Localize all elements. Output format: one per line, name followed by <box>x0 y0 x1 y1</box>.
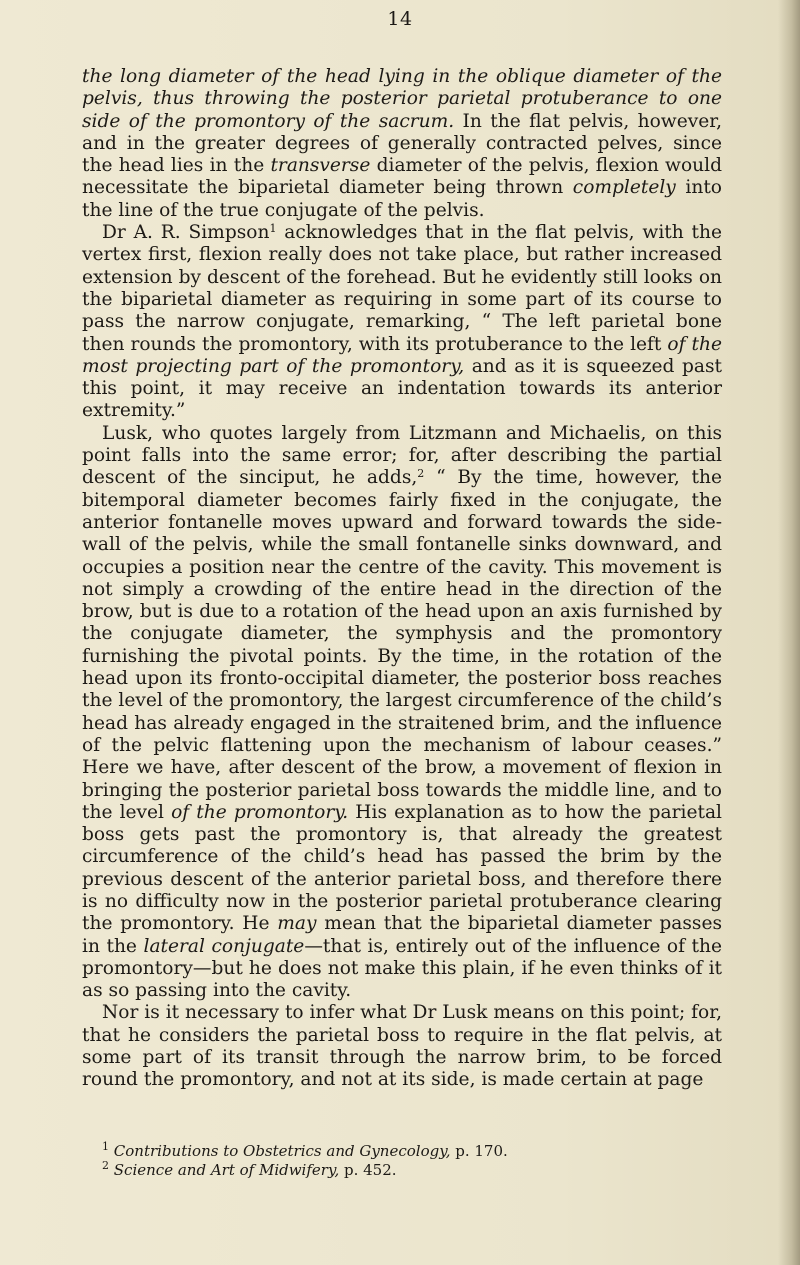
italic-text: completely <box>572 177 676 199</box>
italic-text: the long diameter of the head lying in the oblique diameter of the pelvis, thus throwing the posterior parietal protuberance to one side of the promontory of the sacrum. <box>82 66 722 132</box>
footnote <box>82 1161 722 1180</box>
page-number: 14 <box>387 8 413 30</box>
text-run: —that is, entirely out of the influence of the promontory—but he does not make this plain, if he even thinks of it as so passing into the cavity. <box>82 935 722 1002</box>
text-run: Dr A. R. Simpson <box>102 222 270 244</box>
text-run: Lusk, who quotes largely from Litzmann and Michaelis, on this point falls into the same error; for, after describing the partial descent of the sinciput, he adds, <box>82 422 722 489</box>
text-run: into the line of the true conjugate of the pelvis. <box>82 177 723 221</box>
footnotes <box>82 1142 722 1180</box>
text-run: diameter of the pelvis, flexion would necessitate the biparietal diameter being thrown <box>82 155 722 199</box>
footnote-ref: 1 <box>269 222 277 236</box>
italic-text: lateral conjugate <box>143 935 305 957</box>
italic-text: Contributions to Obstetrics and Gynecology, <box>113 1142 451 1160</box>
paragraph <box>82 423 722 1003</box>
text-run: Nor is it necessary to infer what Dr Lusk means on this point; for, that he considers the parietal boss to require in the flat pelvis, at some part of its transit through the narrow brim, to be forced round the promontory, and not at its side, is made certain at page <box>82 1002 722 1091</box>
italic-text: of the promontory. <box>171 801 349 823</box>
text-run: and as it is squeezed past this point, it may receive an indentation towards its anterior extremity.” <box>82 355 722 422</box>
footnote <box>82 1142 722 1161</box>
italic-text: of the most projecting part of the promontory, <box>82 333 722 377</box>
body-text <box>82 66 722 1092</box>
paragraph <box>82 222 722 423</box>
text-run: acknowledges that in the flat pelvis, with the vertex first, flexion really does not take place, but rather increased extension by descent of the forehead. But he evidently still looks on the biparietal diameter as requiring in some part of its course to pass the narrow conjugate, remarking, “ The left parietal bone then rounds the promontory, with its protuberance to the left <box>82 222 722 355</box>
footnote-marker: 1 <box>102 1140 109 1153</box>
text-run: In the flat pelvis, however, and in the greater degrees of generally contracted pelves, since the head lies in the <box>82 110 722 177</box>
italic-text: Science and Art of Midwifery, <box>113 1161 340 1179</box>
page-edge-shadow <box>778 0 800 1265</box>
italic-text: transverse <box>270 155 371 177</box>
text-run: “ By the time, however, the bitemporal diameter becomes fairly fixed in the conjugate, the anterior fontanelle moves upward and forward towards the side-wall of the pelvis, while the small fontanelle sinks downward, and occupies a position near the centre of the cavity. This movement is not simply a crowding of the entire head in the direction of the brow, but is due to a rotation of the head upon an axis furnished by the conjugate diameter, the symphysis and the promontory furnishing the pivotal points. By the time, in the rotation of the head upon its fronto-occipital diameter, the posterior boss reaches the level of the promontory, the largest circumference of the child’s head has already engaged in the straitened brim, and the influence of the pelvic flattening upon the mechanism of labour ceases.” Here we have, after descent of the brow, a movement of flexion in bringing the posterior parietal boss towards the middle line, and to the level <box>82 467 722 823</box>
paragraph <box>82 1002 722 1091</box>
paragraph <box>82 66 722 222</box>
footnote-ref: 2 <box>417 467 425 481</box>
text-run: mean that the biparietal diameter passes in the <box>82 913 722 957</box>
text-run: p. 452. <box>339 1161 397 1179</box>
italic-text: may <box>277 913 317 935</box>
text-run: p. 170. <box>450 1142 508 1160</box>
footnote-marker: 2 <box>102 1159 109 1172</box>
text-run: His explanation as to how the parietal boss gets past the promontory is, that already the greatest circumference of the child’s head has passed the brim by the previous descent of the anterior parietal boss, and therefore there is no difficulty now in the posterior parietal protuberance clearing the promontory. He <box>82 801 722 935</box>
